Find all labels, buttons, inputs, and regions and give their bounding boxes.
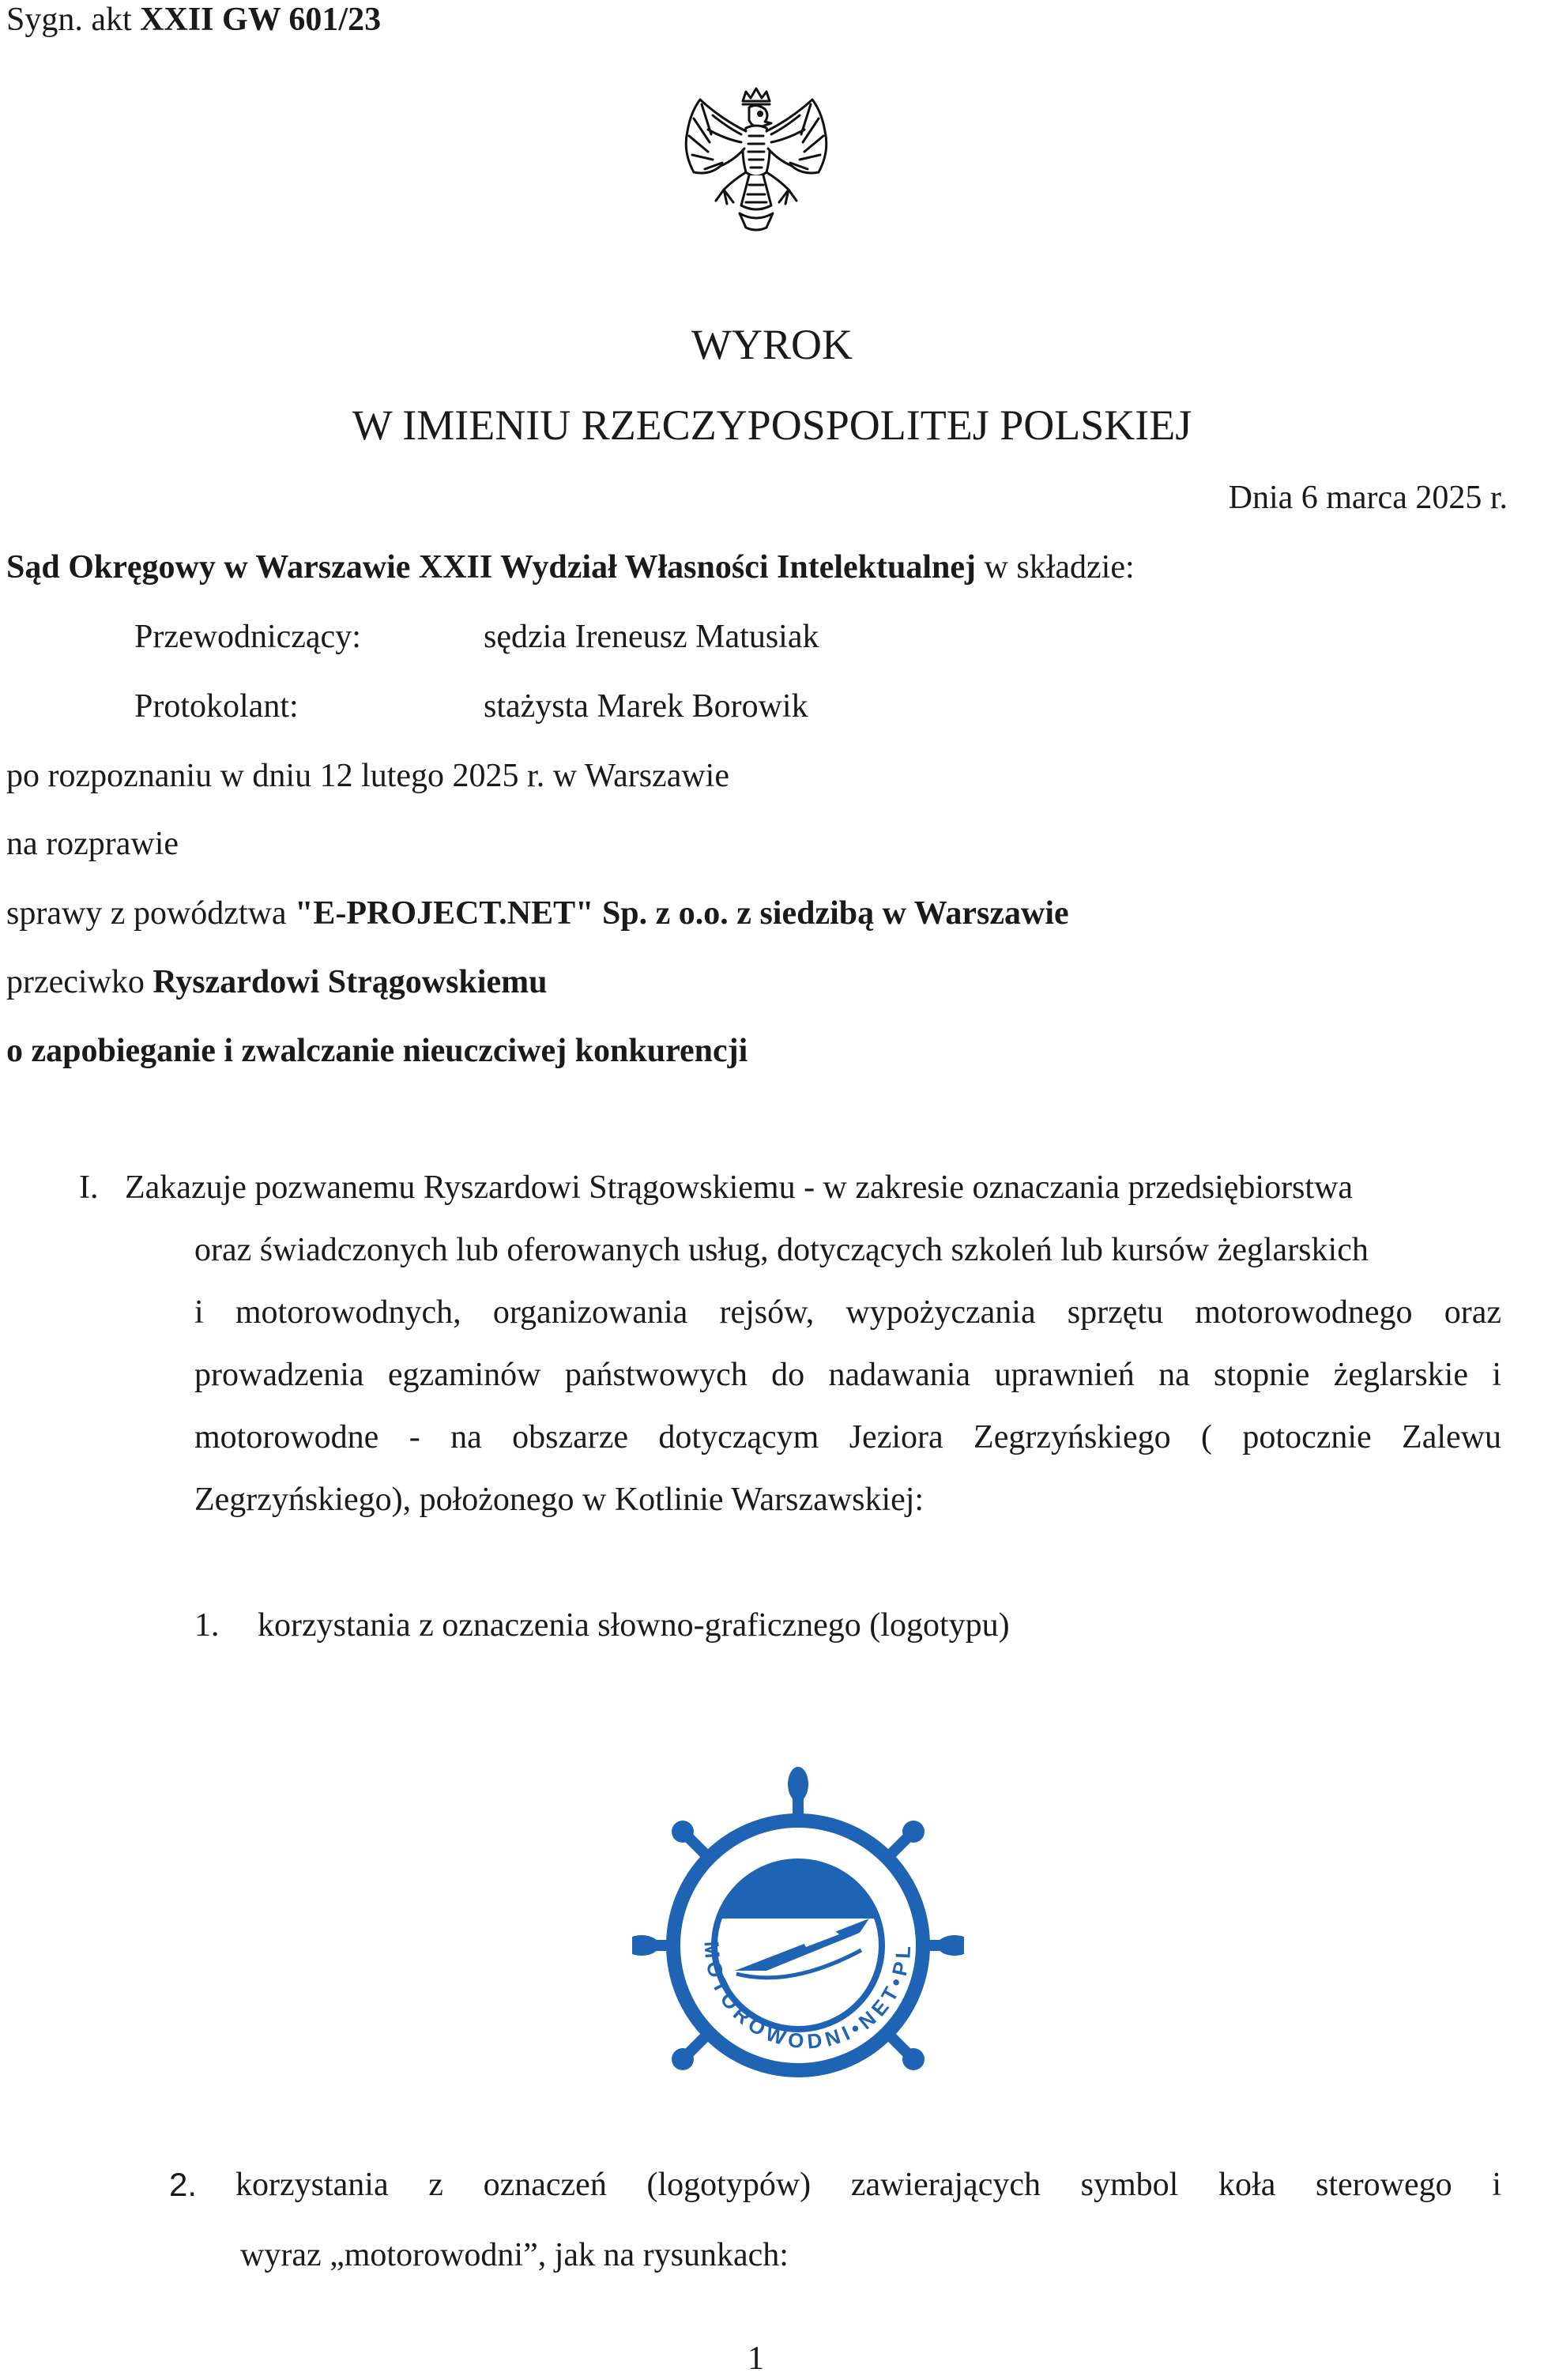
clerk-label: Protokolant: <box>134 688 299 725</box>
chair-label: Przewodniczący: <box>134 619 361 655</box>
ruling-line-3: prowadzenia egzaminów państwowych do nadawania uprawnień na stopnie żeglarskie i <box>194 1357 1501 1393</box>
case-signature: XXII GW 601/23 <box>140 2 382 38</box>
ruling-line-4: motorowodne - na obszarze dotyczącym Jeziora Zegrzyńskiego ( potocznie Zalewu <box>194 1419 1501 1455</box>
ruling-first-line: Zakazuje pozwanemu Ryszardowi Strągowskiemu - w zakresie oznaczania przedsiębiorstwa <box>125 1169 1354 1206</box>
logo-text: MOTOROWODNI•NET•PL <box>699 1940 916 2054</box>
item-2-line-1: korzystania z oznaczeń (logotypów) zawierających symbol koła sterowego i <box>235 2167 1501 2203</box>
claim-prefix: sprawy z powództwa <box>6 895 296 932</box>
plaintiff-name: "E-PROJECT.NET" Sp. z o.o. z siedzibą w Warszawie <box>295 895 1069 932</box>
judgment-title: WYROK <box>691 321 853 368</box>
page-number: 1 <box>748 2340 764 2377</box>
hearing-line: po rozpoznaniu w dniu 12 lutego 2025 r. w Warszawie <box>6 758 729 794</box>
case-number <box>6 0 381 40</box>
ruling-line-2: i motorowodnych, organizowania rejsów, wypożyczania sprzętu motorowodnego oraz <box>194 1294 1501 1331</box>
clerk-value: stażysta Marek Borowik <box>484 688 808 725</box>
judgment-subtitle: W IMIENIU RZECZYPOSPOLITEJ POLSKIEJ <box>352 401 1192 449</box>
case-prefix: Sygn. akt <box>6 2 141 38</box>
court-suffix: w składzie: <box>976 549 1135 586</box>
judgment-date: Dnia 6 marca 2025 r. <box>1228 480 1508 516</box>
against-prefix: przeciwko <box>6 964 153 1000</box>
court-name: Sąd Okręgowy w Warszawie XXII Wydział Własności Intelektualnej <box>6 549 977 586</box>
polish-eagle-emblem-icon <box>673 87 839 237</box>
court-line <box>6 548 1135 587</box>
case-subject <box>6 1031 748 1071</box>
plaintiff-line <box>6 894 1069 933</box>
ruling-line-1: oraz świadczonych lub oferowanych usług, dotyczących szkoleń lub kursów żeglarskich <box>194 1232 1369 1268</box>
item-1-text: korzystania z oznaczenia słowno-graficznego (logotypu) <box>258 1607 1010 1644</box>
ruling-number: I. <box>79 1169 99 1206</box>
ship-wheel-logo-icon <box>632 1764 964 2103</box>
hearing-type: na rozprawie <box>6 826 179 862</box>
item-1-number: 1. <box>194 1607 220 1644</box>
chair-value: sędzia Ireneusz Matusiak <box>484 619 819 655</box>
ruling-line-5: Zegrzyńskiego), położonego w Kotlinie Warszawskiej: <box>194 1482 925 1518</box>
item-2-line-2: wyraz „motorowodni”, jak na rysunkach: <box>240 2237 789 2273</box>
defendant-name: Ryszardowi Strągowskiemu <box>153 964 548 1000</box>
case-subject-text: o zapobieganie i zwalczanie nieuczciwej konkurencji <box>6 1033 748 1069</box>
defendant-line <box>6 962 547 1002</box>
item-2-number: 2. <box>169 2166 198 2203</box>
